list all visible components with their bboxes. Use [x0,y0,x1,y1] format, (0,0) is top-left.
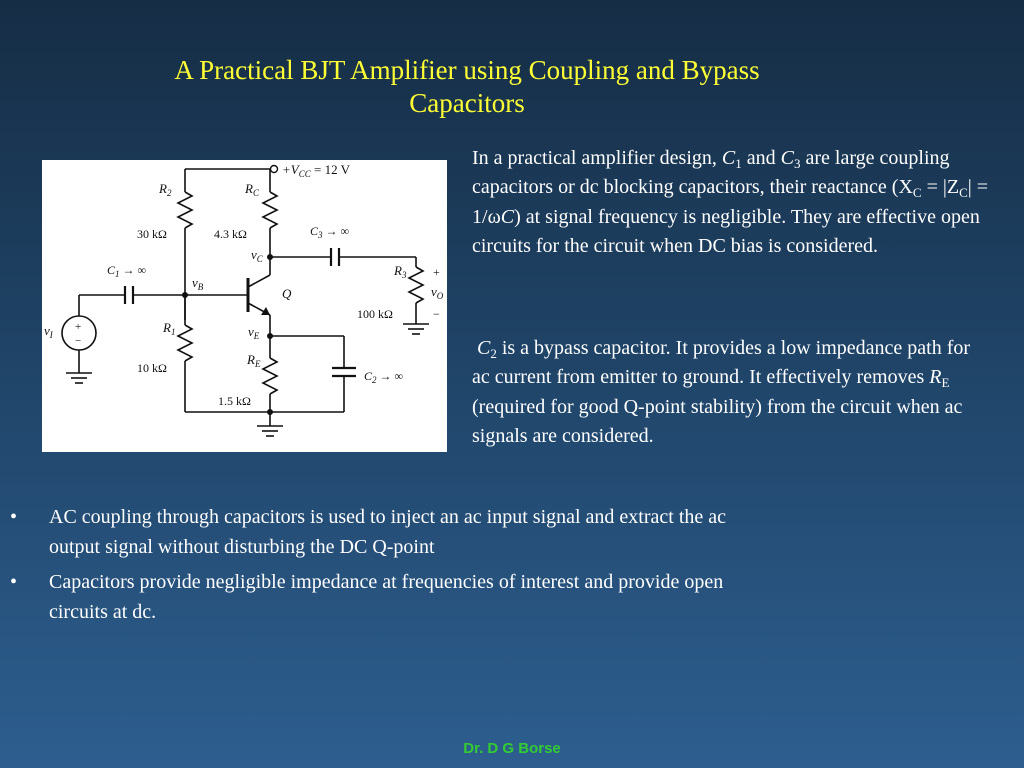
para1-text-4: = |Z [921,176,960,199]
para1-text-5: | = 1/ [472,176,989,228]
vi-label: $v_I$ [44,323,53,340]
re-label: $R_E$ [247,352,261,369]
bullet-text: Capacitors provide negligible impedance at frequencies of interest and provide open circuits at dc. [49,571,724,623]
r1-resistor [178,325,192,361]
c3-label: $C_3$ → ∞ [310,224,350,240]
q-label: Q [282,286,292,301]
c2-label: $C_2$ → ∞ [364,369,404,385]
node-vb [182,292,188,298]
node-ve [267,333,273,339]
slide-title [60,54,874,120]
vo-minus: − [433,307,440,321]
para2-text-2: (required for good Q-point stability) from the circuit when ac signals are considered. [472,395,963,447]
r1-value: 10 kΩ [137,361,167,375]
vc-label: $v_C$ [251,247,263,264]
vo-plus: + [433,265,440,279]
r3-label: $R_3$ [394,263,407,280]
r2-resistor [178,192,192,228]
para1-c1: C [721,147,736,169]
para1-cap: C [500,205,515,228]
bullet-item [10,567,750,627]
para1-text-3: are large coupling capacitors or dc blocking capacitors, their reactance (X [472,147,950,199]
vo-label: $v_O$ [431,284,444,301]
ve-label: $v_E$ [248,324,260,341]
rc-resistor [263,192,277,228]
para2-c2: C [477,337,491,359]
para1-xc-sub: C [912,185,922,201]
r2-label: $R_2$ [159,181,172,198]
rc-value: 4.3 kΩ [214,227,247,241]
bullet-marker: • [10,571,18,593]
author-footer: Dr. D G Borse [463,740,561,757]
bullet-text: AC coupling through capacitors is used to inject an ac input signal and extract the ac output signal without disturbing the DC Q-point [49,506,727,558]
r3-resistor [409,267,423,303]
circuit-diagram [42,160,447,452]
vb-label: $v_B$ [192,275,204,292]
para2-c2-sub: 2 [490,346,497,361]
r3-value: 100 kΩ [357,307,393,321]
para1-text-6: ) at signal frequency is negligible. They are effective open circuits for the circuit when DC bias is considered. [472,205,980,257]
vcc-label: $+V_{CC} = 12$ V [282,162,350,179]
para1-omega: ω [487,205,501,228]
source-minus: − [75,335,82,347]
bullet-item [10,502,750,562]
bypass-capacitor-paragraph [472,334,992,451]
para1-c3: C [780,147,794,169]
c1-label: $C_1$ → ∞ [107,263,147,279]
para1-c1-sub: 1 [735,156,742,171]
para2-re-sub: E [941,375,950,391]
re-value: 1.5 kΩ [218,394,251,408]
re-resistor [263,358,277,394]
coupling-capacitor-paragraph [472,144,992,261]
bullet-marker: • [10,506,18,528]
node-ground [267,409,273,415]
source-plus: + [75,321,82,333]
bullet-list [10,502,750,632]
slide-title-line2: Capacitors [409,88,525,118]
para1-zc-sub: C [959,185,968,201]
para1-text-2: and [741,147,781,169]
node-vc [267,254,273,260]
r2-value: 30 kΩ [137,227,167,241]
slide-title-line1: A Practical BJT Amplifier using Coupling and Bypass [174,55,760,85]
para2-text-1: is a bypass capacitor. It provides a low impedance path for ac current from emitter to ground. It effectively removes [472,337,971,389]
r1-label: $R_1$ [163,320,176,337]
para1-text-1: In a practical amplifier design, [472,147,722,169]
rc-label: $R_C$ [245,181,259,198]
vcc-terminal [271,166,278,173]
circuit-schematic [42,160,447,452]
para2-re: R [929,366,942,389]
para1-c3-sub: 3 [793,156,801,171]
